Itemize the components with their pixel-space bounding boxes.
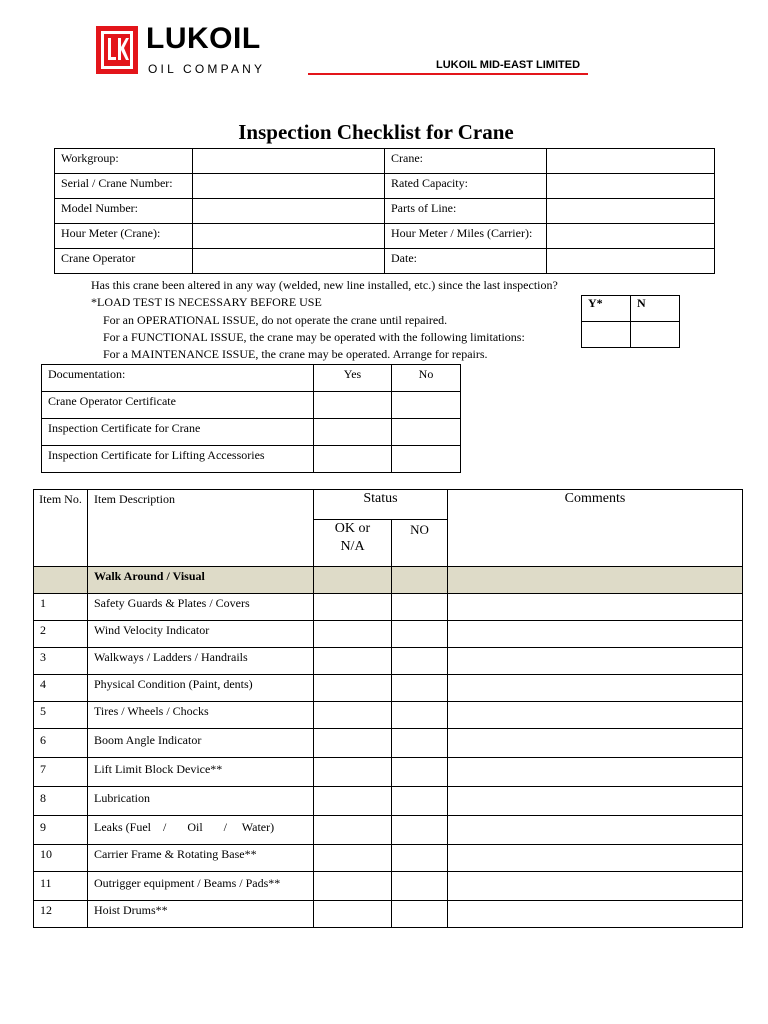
load-test-note: *LOAD TEST IS NECESSARY BEFORE USE <box>91 295 322 309</box>
alteration-question: Has this crane been altered in any way (welded, new line installed, etc.) since the last inspection? <box>91 278 558 292</box>
comments-cell[interactable] <box>448 787 743 816</box>
no-cell[interactable] <box>392 758 448 787</box>
maintenance-issue-note: For a MAINTENANCE ISSUE, the crane may be operated. Arrange for repairs. <box>103 347 488 361</box>
ok-cell[interactable] <box>314 594 392 621</box>
rated-capacity-field[interactable] <box>547 174 715 199</box>
comments-cell[interactable] <box>448 901 743 928</box>
ok-cell[interactable] <box>314 872 392 901</box>
doc-no-cell[interactable] <box>392 419 461 446</box>
operational-issue-note: For an OPERATIONAL ISSUE, do not operate the crane until repaired. <box>103 313 448 327</box>
status-header: Status <box>314 490 448 520</box>
item-description: Wind Velocity Indicator <box>88 621 314 648</box>
serial-number-label: Serial / Crane Number: <box>55 174 193 199</box>
company-name: LUKOIL MID-EAST LIMITED <box>436 59 581 71</box>
ok-cell[interactable] <box>314 675 392 702</box>
crane-field[interactable] <box>547 149 715 174</box>
comments-cell[interactable] <box>448 872 743 901</box>
date-label: Date: <box>385 249 547 274</box>
doc-no-cell[interactable] <box>392 446 461 473</box>
hour-meter-carrier-label: Hour Meter / Miles (Carrier): <box>385 224 547 249</box>
item-description: Lubrication <box>88 787 314 816</box>
item-description: Outrigger equipment / Beams / Pads** <box>88 872 314 901</box>
doc-yes-cell[interactable] <box>314 446 392 473</box>
documentation-table <box>41 364 461 473</box>
workgroup-field[interactable] <box>193 149 385 174</box>
section-no-cell <box>392 567 448 594</box>
ok-na-header: OK or N/A <box>314 520 392 567</box>
parts-of-line-field[interactable] <box>547 199 715 224</box>
section-title: Walk Around / Visual <box>88 567 314 594</box>
section-item-cell <box>34 567 88 594</box>
crane-operator-label: Crane Operator <box>55 249 193 274</box>
section-comments-cell <box>448 567 743 594</box>
ok-cell[interactable] <box>314 621 392 648</box>
item-number: 4 <box>34 675 88 702</box>
item-description: Physical Condition (Paint, dents) <box>88 675 314 702</box>
no-cell[interactable] <box>392 621 448 648</box>
item-number: 12 <box>34 901 88 928</box>
ok-cell[interactable] <box>314 845 392 872</box>
serial-number-field[interactable] <box>193 174 385 199</box>
section-ok-cell <box>314 567 392 594</box>
item-number: 9 <box>34 816 88 845</box>
doc-yes-header: Yes <box>314 365 392 392</box>
no-cell[interactable] <box>392 594 448 621</box>
rated-capacity-label: Rated Capacity: <box>385 174 547 199</box>
doc-no-cell[interactable] <box>392 392 461 419</box>
ok-cell[interactable] <box>314 648 392 675</box>
yes-checkbox-cell[interactable] <box>582 322 631 348</box>
ok-cell[interactable] <box>314 901 392 928</box>
hour-meter-carrier-field[interactable] <box>547 224 715 249</box>
ok-cell[interactable] <box>314 816 392 845</box>
crane-info-table <box>54 148 715 274</box>
functional-issue-note: For a FUNCTIONAL ISSUE, the crane may be operated with the following limitations: <box>103 330 525 344</box>
doc-yes-cell[interactable] <box>314 392 392 419</box>
doc-yes-cell[interactable] <box>314 419 392 446</box>
no-header: N <box>631 296 680 322</box>
doc-item-label: Crane Operator Certificate <box>42 392 314 419</box>
no-cell[interactable] <box>392 648 448 675</box>
item-description: Safety Guards & Plates / Covers <box>88 594 314 621</box>
ok-cell[interactable] <box>314 758 392 787</box>
comments-cell[interactable] <box>448 594 743 621</box>
comments-cell[interactable] <box>448 816 743 845</box>
item-number: 8 <box>34 787 88 816</box>
no-cell[interactable] <box>392 872 448 901</box>
checklist-table <box>33 489 743 928</box>
no-checkbox-cell[interactable] <box>631 322 680 348</box>
comments-cell[interactable] <box>448 621 743 648</box>
comments-cell[interactable] <box>448 758 743 787</box>
comments-cell[interactable] <box>448 675 743 702</box>
alteration-answer-table <box>581 295 680 348</box>
item-description: Lift Limit Block Device** <box>88 758 314 787</box>
item-number: 2 <box>34 621 88 648</box>
no-cell[interactable] <box>392 675 448 702</box>
item-description: Boom Angle Indicator <box>88 729 314 758</box>
crane-operator-field[interactable] <box>193 249 385 274</box>
item-number: 1 <box>34 594 88 621</box>
no-cell[interactable] <box>392 702 448 729</box>
model-number-label: Model Number: <box>55 199 193 224</box>
item-description-header: Item Description <box>88 490 314 567</box>
ok-cell[interactable] <box>314 702 392 729</box>
item-description: Tires / Wheels / Chocks <box>88 702 314 729</box>
workgroup-label: Workgroup: <box>55 149 193 174</box>
doc-no-header: No <box>392 365 461 392</box>
no-cell[interactable] <box>392 845 448 872</box>
item-description: Leaks (Fuel / Oil / Water) <box>88 816 314 845</box>
doc-item-label: Inspection Certificate for Lifting Accessories <box>42 446 314 473</box>
header-rule <box>308 73 588 75</box>
ok-cell[interactable] <box>314 787 392 816</box>
item-description: Carrier Frame & Rotating Base** <box>88 845 314 872</box>
item-description: Hoist Drums** <box>88 901 314 928</box>
comments-cell[interactable] <box>448 702 743 729</box>
item-number: 5 <box>34 702 88 729</box>
item-number: 7 <box>34 758 88 787</box>
crane-label: Crane: <box>385 149 547 174</box>
no-cell[interactable] <box>392 729 448 758</box>
no-cell[interactable] <box>392 901 448 928</box>
brand-subtitle: OIL COMPANY <box>148 62 266 76</box>
brand-name: LUKOIL <box>146 22 261 55</box>
item-number: 6 <box>34 729 88 758</box>
item-no-header: Item No. <box>34 490 88 567</box>
ok-cell[interactable] <box>314 729 392 758</box>
item-number: 3 <box>34 648 88 675</box>
item-number: 11 <box>34 872 88 901</box>
no-cell[interactable] <box>392 787 448 816</box>
no-header: NO <box>392 520 448 567</box>
model-number-field[interactable] <box>193 199 385 224</box>
documentation-header: Documentation: <box>42 365 314 392</box>
item-description: Walkways / Ladders / Handrails <box>88 648 314 675</box>
parts-of-line-label: Parts of Line: <box>385 199 547 224</box>
page-title: Inspection Checklist for Crane <box>238 120 514 144</box>
item-number: 10 <box>34 845 88 872</box>
comments-header: Comments <box>448 490 743 567</box>
doc-item-label: Inspection Certificate for Crane <box>42 419 314 446</box>
hour-meter-crane-label: Hour Meter (Crane): <box>55 224 193 249</box>
comments-cell[interactable] <box>448 648 743 675</box>
date-field[interactable] <box>547 249 715 274</box>
yes-header: Y* <box>582 296 631 322</box>
comments-cell[interactable] <box>448 729 743 758</box>
comments-cell[interactable] <box>448 845 743 872</box>
hour-meter-crane-field[interactable] <box>193 224 385 249</box>
lukoil-logo-icon <box>96 26 138 74</box>
no-cell[interactable] <box>392 816 448 845</box>
